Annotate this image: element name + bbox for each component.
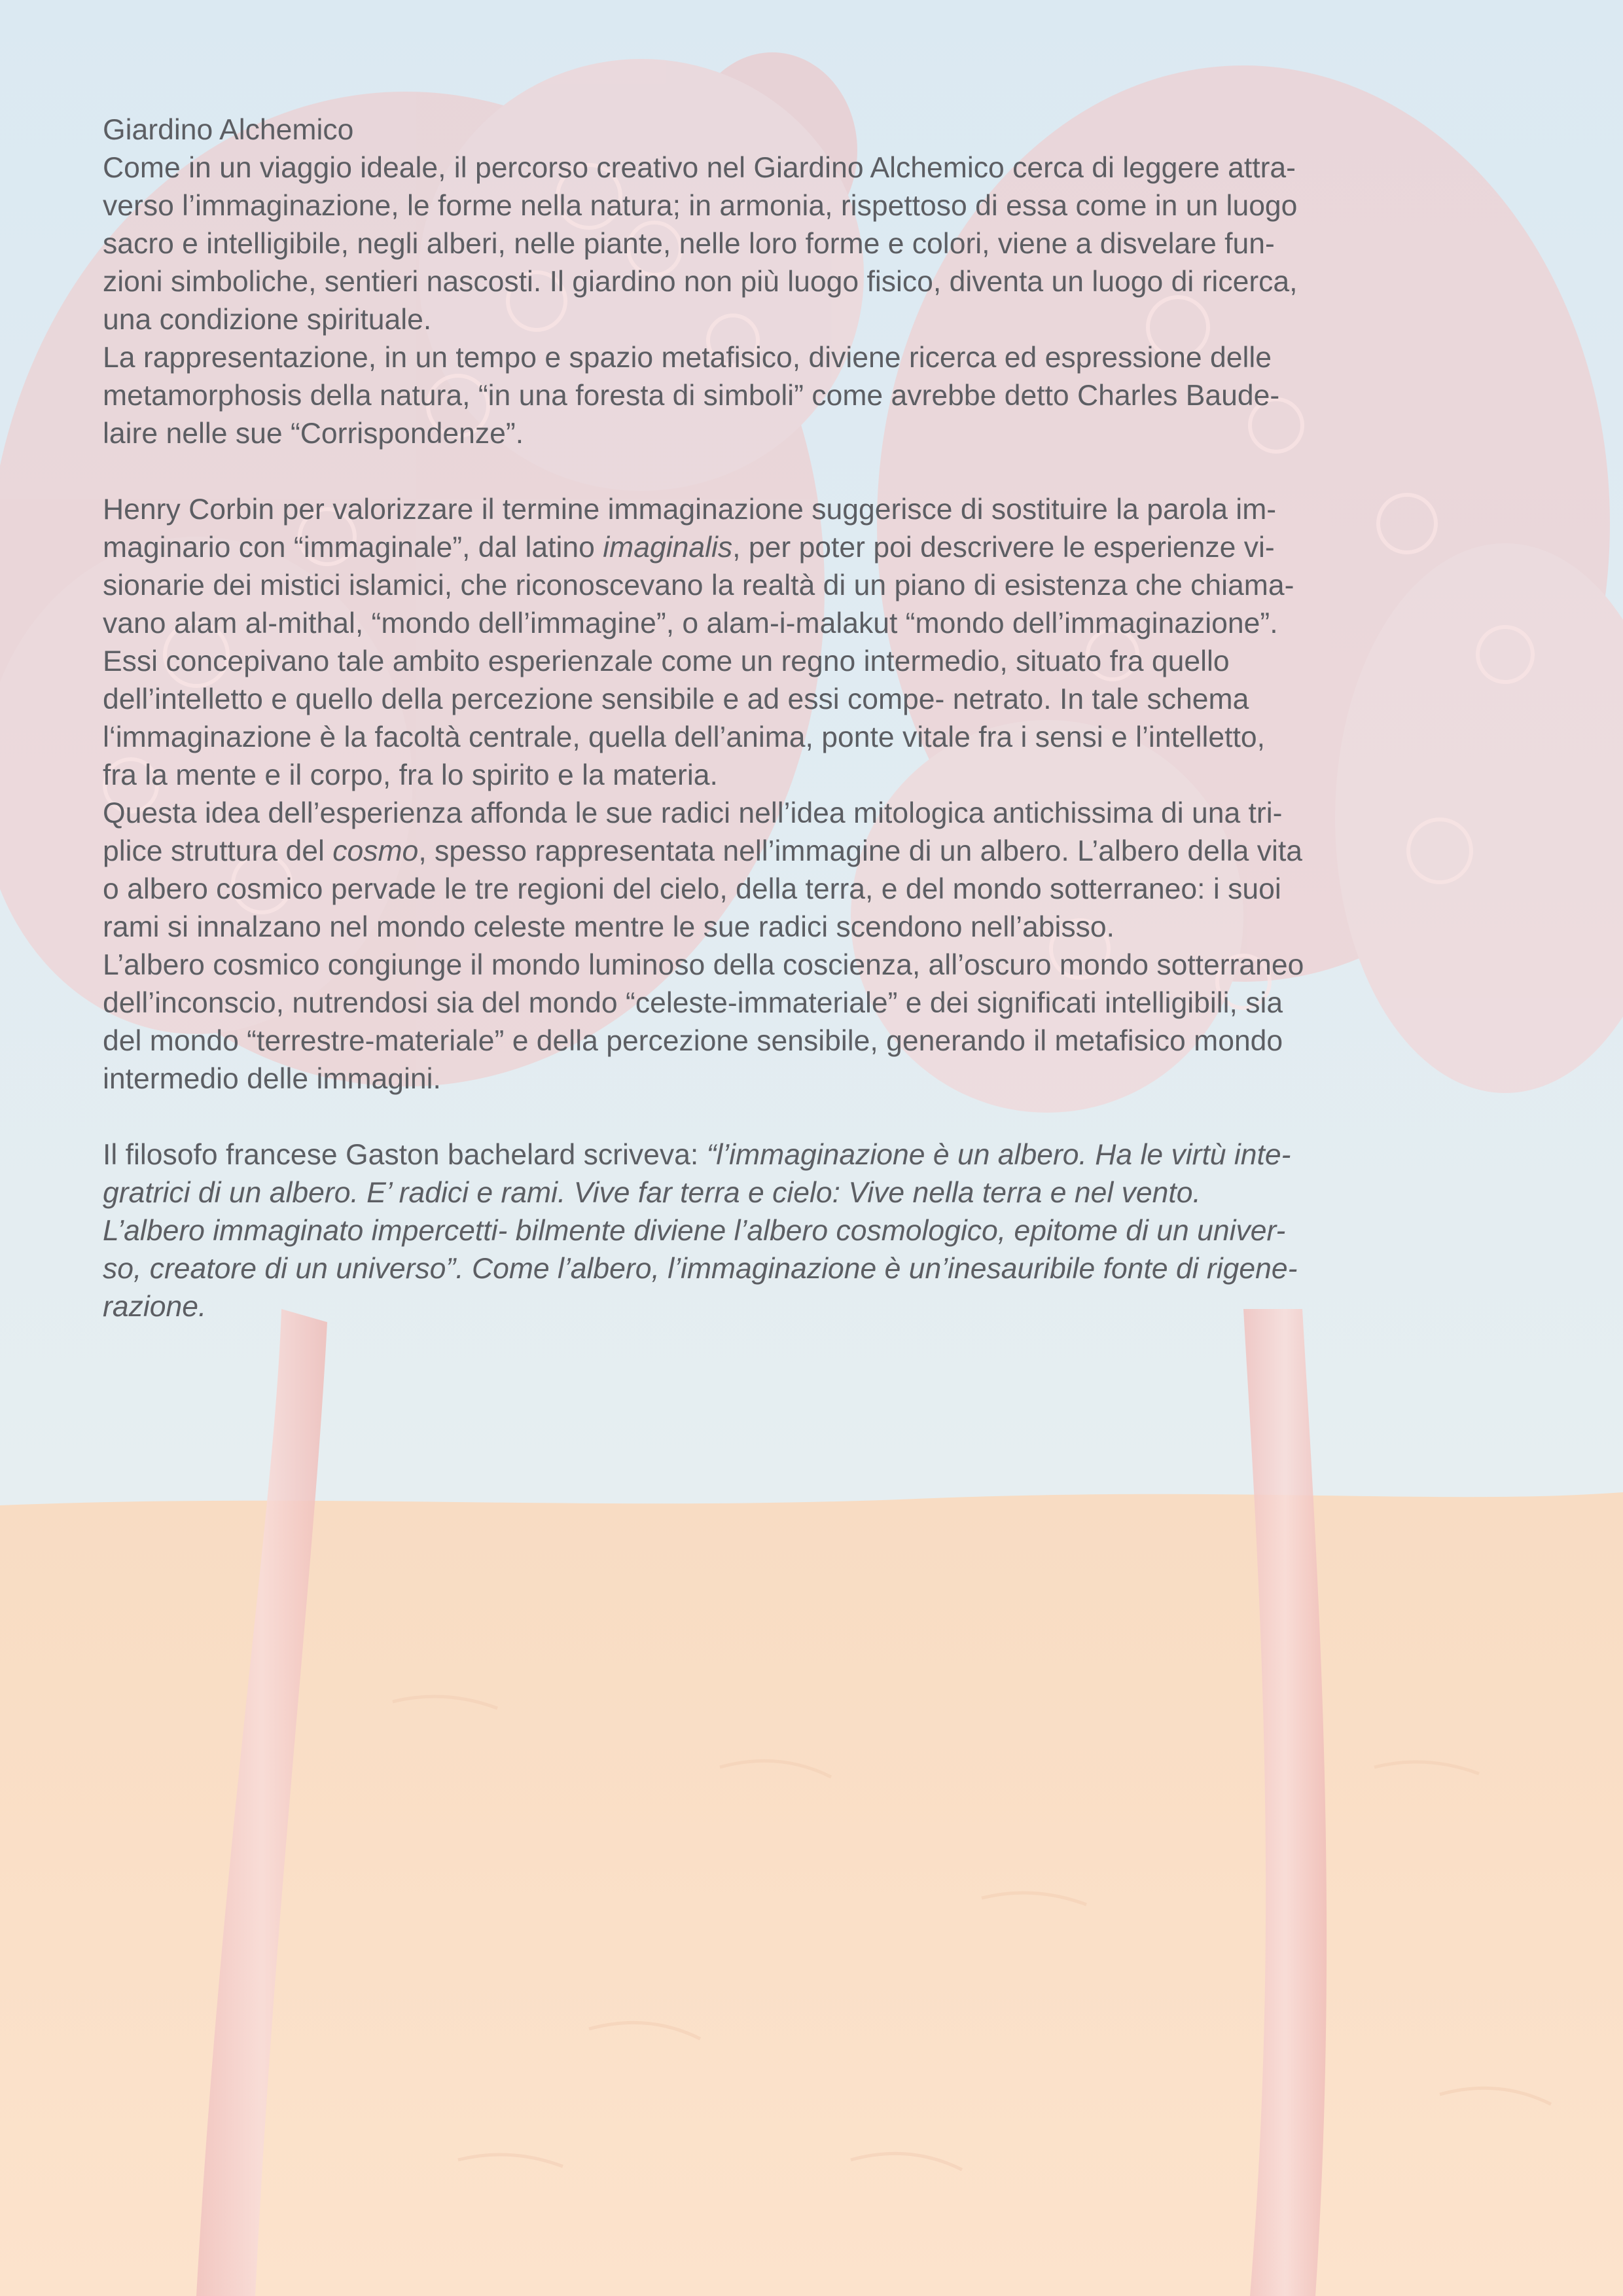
text-line: vano alam al-mithal, “mondo dell’immagine”, o alam-i-malakut “mondo dell’immaginazione”. — [103, 607, 1278, 639]
text-line: sionarie dei mistici islamici, che riconoscevano la realtà di un piano di esistenza che chiama- — [103, 569, 1294, 601]
quote-text: “l’immaginazione è un albero. Ha le virtù inte- — [706, 1139, 1291, 1171]
italic-term: cosmo — [332, 835, 419, 867]
text-line: Come in un viaggio ideale, il percorso creativo nel Giardino Alchemico cerca di leggere attra- — [103, 152, 1296, 184]
text-line: Questa idea dell’esperienza affonda le sue radici nell’idea mitologica antichissima di una tri- — [103, 797, 1283, 829]
text-line: metamorphosis della natura, “in una foresta di simboli” come avrebbe detto Charles Baude- — [103, 380, 1280, 412]
text-line: Henry Corbin per valorizzare il termine immaginazione suggerisce di sostituire la parola im- — [103, 493, 1277, 526]
text-line: , per poter poi descrivere le esperienze vi- — [732, 531, 1275, 564]
text-line: Essi concepivano tale ambito esperienzale come un regno intermedio, situato fra quello — [103, 645, 1230, 677]
text-line: una condizione spirituale. — [103, 304, 432, 336]
quote-text: gratrici di un albero. E’ radici e rami. Vive far terra e cielo: Vive nella terra e nel vento. — [103, 1177, 1201, 1209]
document-title: Giardino Alchemico — [103, 114, 354, 146]
text-line: fra la mente e il corpo, fra lo spirito e la materia. — [103, 759, 718, 791]
quote-text: so, creatore di un universo”. Come l’albero, l’immaginazione è un’inesauribile fonte di rigene- — [103, 1253, 1298, 1285]
paragraph-cosmic-tree — [103, 946, 1451, 1098]
text-line: o albero cosmico pervade le tre regioni del cielo, della terra, e del mondo sotterraneo: i suoi — [103, 873, 1281, 905]
paragraph-gap — [103, 1098, 1451, 1136]
paragraph-corbin — [103, 491, 1451, 795]
text-line: sacro e intelligibile, negli alberi, nelle piante, nelle loro forme e colori, viene a disvelare fun- — [103, 228, 1275, 260]
text-line: rami si innalzano nel mondo celeste mentre le sue radici scendono nell’abisso. — [103, 911, 1115, 943]
paragraph-intro — [103, 149, 1451, 339]
italic-term: imaginalis — [603, 531, 733, 564]
text-line: plice struttura del — [103, 835, 333, 867]
paragraph-representation — [103, 339, 1451, 453]
text-line: La rappresentazione, in un tempo e spazio metafisico, diviene ricerca ed espressione delle — [103, 342, 1272, 374]
paragraph-bachelard — [103, 1136, 1451, 1326]
quote-text: L’albero immaginato impercetti- bilmente diviene l’albero cosmologico, epitome di un univer- — [103, 1215, 1286, 1247]
quote-text: razione. — [103, 1291, 207, 1323]
text-line: dell’intelletto e quello della percezione sensibile e ad essi compe- netrato. In tale schema — [103, 683, 1249, 715]
paragraph-gap — [103, 453, 1451, 491]
text-line: intermedio delle immagini. — [103, 1063, 441, 1095]
text-line: l‘immaginazione è la facoltà centrale, quella dell’anima, ponte vitale fra i sensi e l’intelletto, — [103, 721, 1266, 753]
text-line: zioni simboliche, sentieri nascosti. Il giardino non più luogo fisico, diventa un luogo di ricerca, — [103, 266, 1298, 298]
paragraph-cosmic-structure — [103, 795, 1451, 946]
text-line: del mondo “terrestre-materiale” e della percezione sensibile, generando il metafisico mondo — [103, 1025, 1283, 1057]
text-line: , spesso rappresentata nell’immagine di un albero. L’albero della vita — [418, 835, 1302, 867]
text-line: laire nelle sue “Corrispondenze”. — [103, 418, 524, 450]
text-line: dell’inconscio, nutrendosi sia del mondo “celeste-immateriale” e dei significati intelligibili, sia — [103, 987, 1283, 1019]
text-line: L’albero cosmico congiunge il mondo luminoso della coscienza, all’oscuro mondo sotterraneo — [103, 949, 1304, 981]
text-line: Il filosofo francese Gaston bachelard scriveva: — [103, 1139, 707, 1171]
text-line: maginario con “immaginale”, dal latino — [103, 531, 603, 564]
document-body — [103, 111, 1451, 1326]
text-line: verso l’immaginazione, le forme nella natura; in armonia, rispettoso di essa come in un luogo — [103, 190, 1298, 222]
